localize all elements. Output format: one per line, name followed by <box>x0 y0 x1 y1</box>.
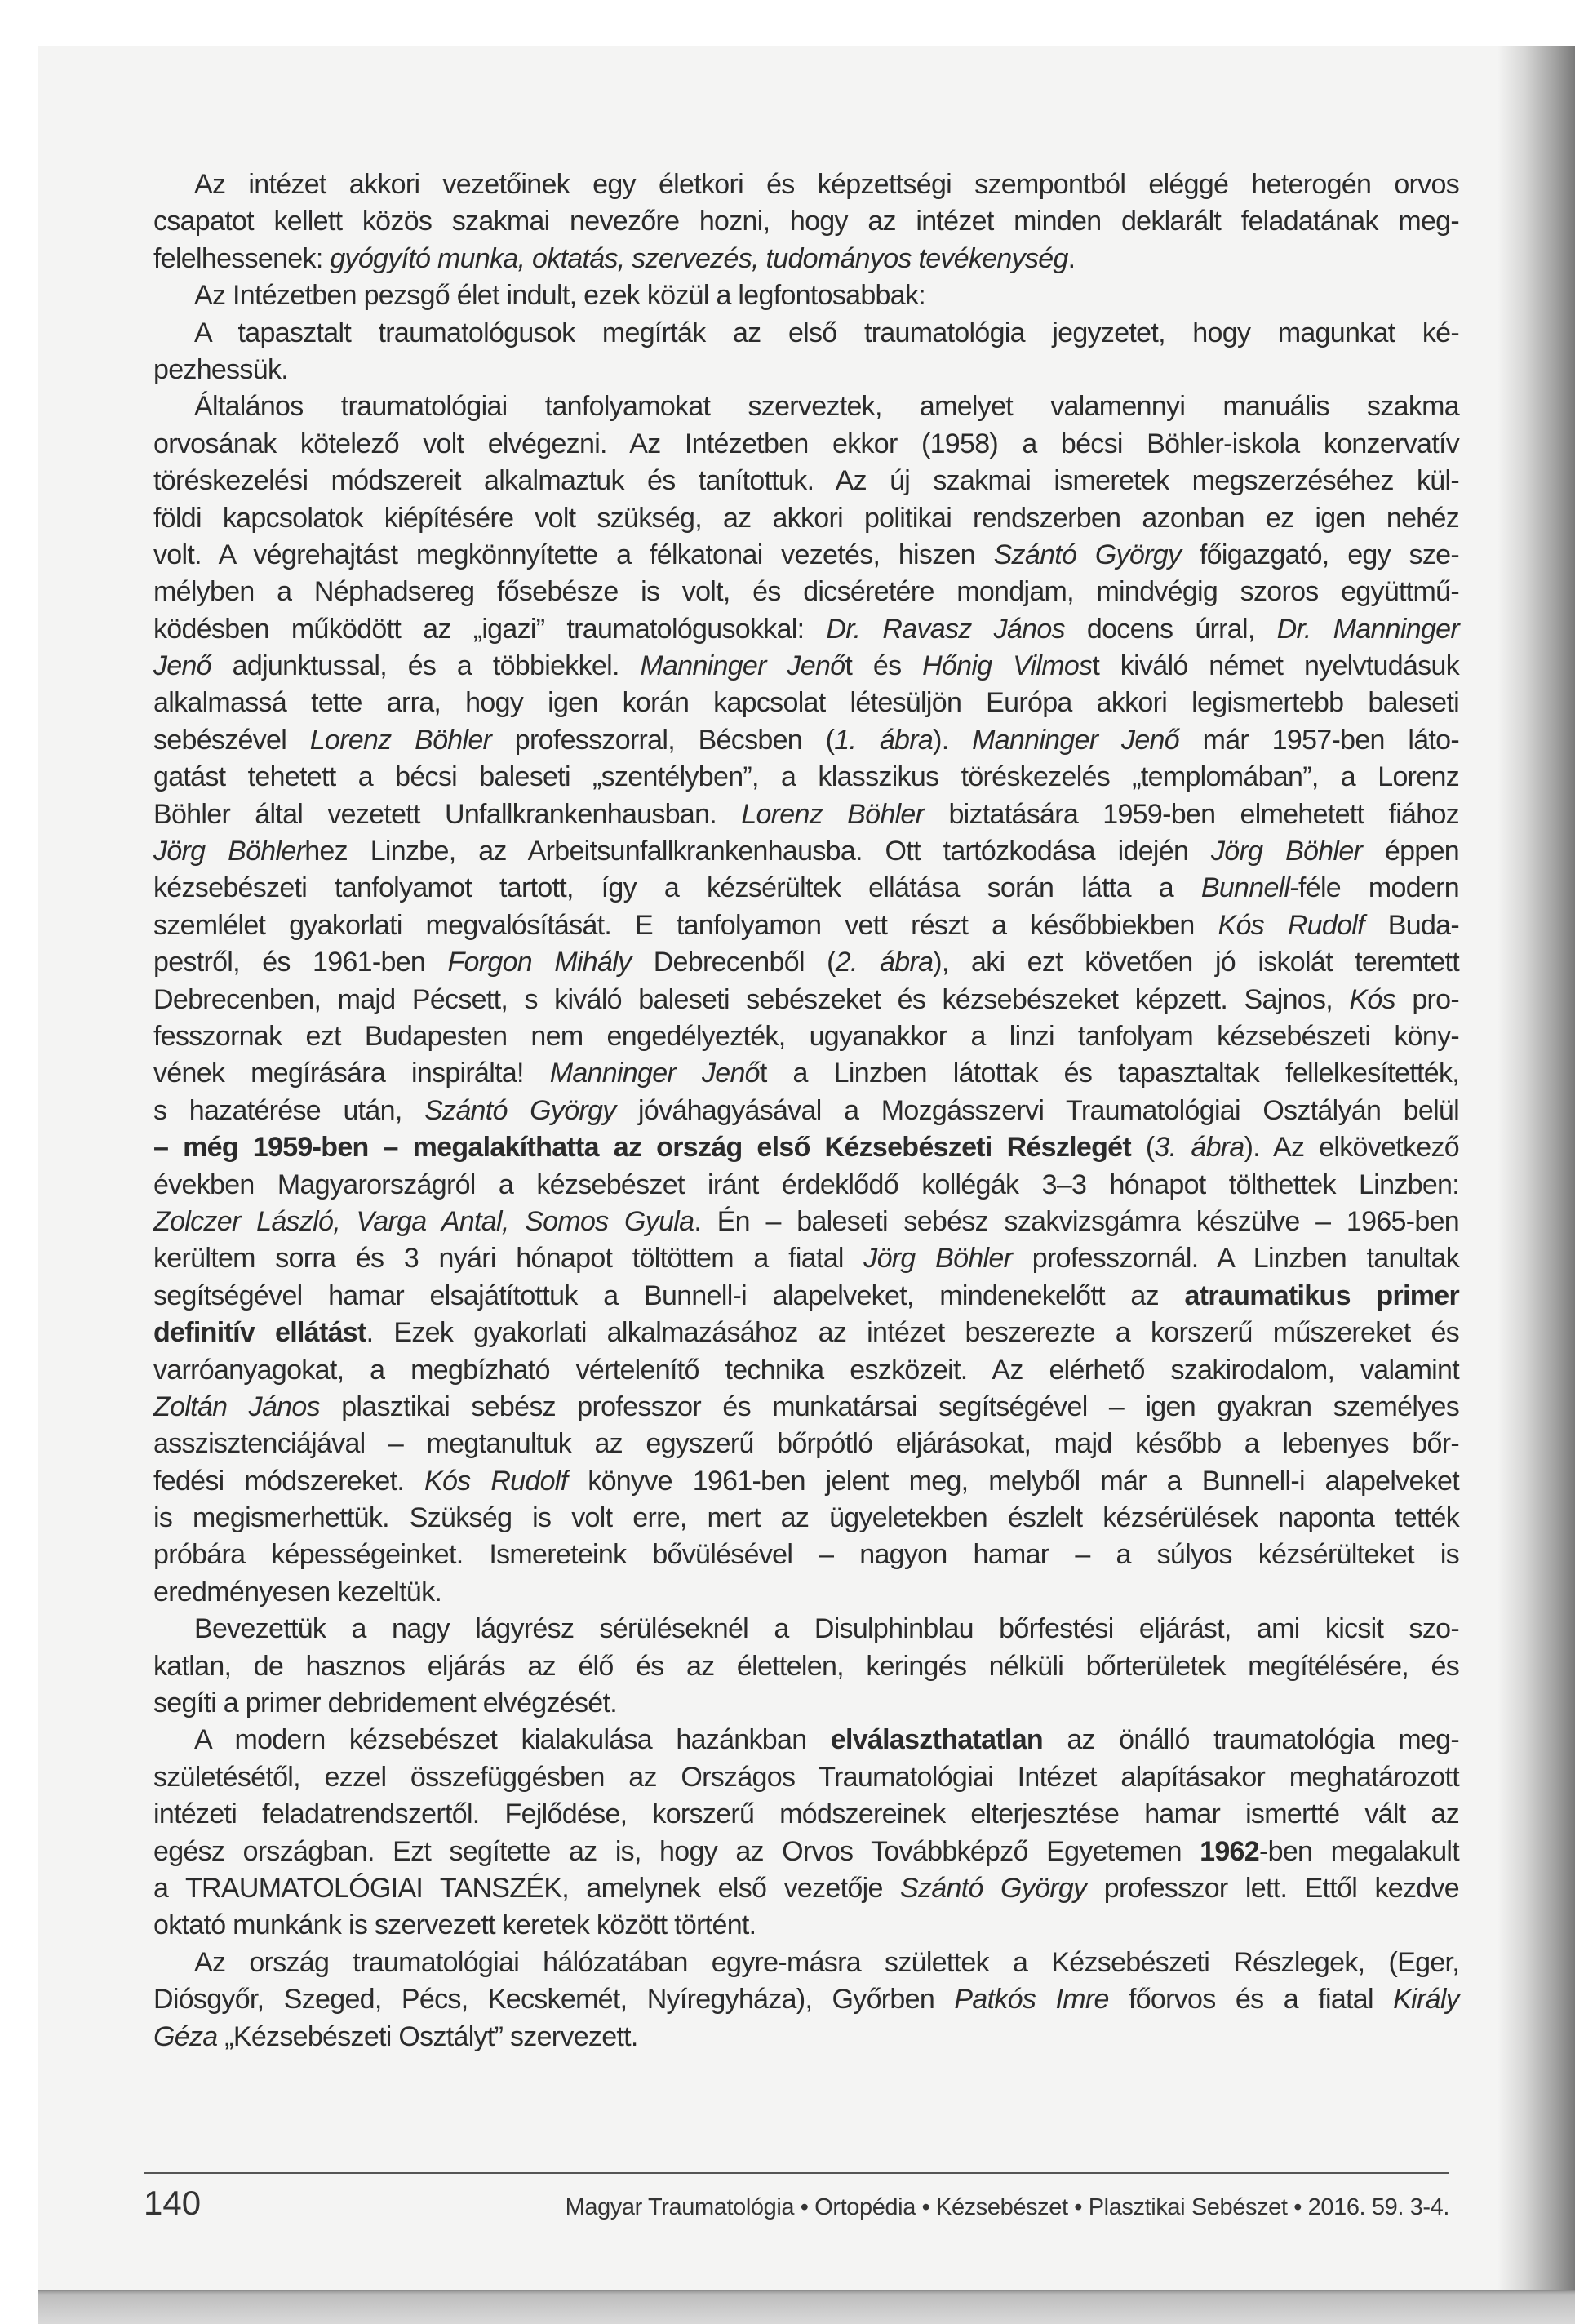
text-line <box>153 537 1459 574</box>
bold-text: atraumatikus primer <box>1184 1280 1459 1311</box>
footer-rule <box>144 2172 1449 2174</box>
text-segment: fedési módszereket. <box>153 1465 424 1497</box>
text-line <box>153 352 1459 388</box>
text-line <box>153 1537 1459 1573</box>
text-segment: Az intézet akkori vezetőinek egy életkori és képzettségi szempontból eléggé heterogén orvos <box>194 169 1459 200</box>
journal-citation: Magyar Traumatológia • Ortopédia • Kézsebészet • Plasztikai Sebészet • 2016. 59. 3-4. <box>565 2194 1449 2220</box>
text-segment: alkalmassá tette arra, hogy igen korán kapcsolat létesüljön Európa akkori legismertebb baleseti <box>153 687 1459 719</box>
text-segment: ). Az elkövetkező <box>1244 1132 1459 1164</box>
text-line <box>153 870 1459 907</box>
binding-shadow <box>1497 46 1575 2324</box>
text-segment: mélyben a Néphadsereg fősebésze is volt, és dicséretére mondjam, mindvégig szoros együttmű- <box>153 576 1459 608</box>
text-segment: sebészével <box>153 724 310 756</box>
bold-text: definitív ellátást <box>153 1317 366 1349</box>
text-segment: varróanyagokat, a megbízható vértelenítő technika eszközeit. Az elérhető szakirodalom, valamint <box>153 1354 1459 1386</box>
italic-text: Géza <box>153 2020 218 2052</box>
text-segment: ). <box>933 724 973 756</box>
italic-text: Lorenz Böhler <box>741 798 925 830</box>
text-segment: asszisztenciájával – megtanultuk az egyszerű bőrpótló eljárásokat, majd később a lebenyes bőr- <box>153 1428 1459 1460</box>
italic-text: Bunnell <box>1200 872 1290 904</box>
italic-text: Patkós Imre <box>954 1984 1109 2016</box>
text-segment: az önálló traumatológia meg- <box>1042 1724 1459 1756</box>
text-segment: kézsebészeti tanfolyamot tartott, így a kézsérültek ellátása során látta a <box>153 872 1201 904</box>
text-line <box>153 1834 1459 1870</box>
page-number: 140 <box>144 2184 202 2222</box>
text-segment: pro- <box>1395 983 1459 1015</box>
italic-text: Jörg Böhler <box>863 1243 1013 1275</box>
text-line <box>153 722 1459 759</box>
text-segment: Böhler által vezetett Unfallkrankenhausban. <box>153 798 742 830</box>
text-segment: könyve 1961-ben jelent meg, melyből már a Bunnell-i alapelveket <box>567 1465 1459 1497</box>
text-line <box>153 1945 1459 1981</box>
text-segment: Az ország traumatológiai hálózatában egyre-másra születtek a Kézsebészeti Részlegek, (Eger, <box>194 1946 1459 1978</box>
text-segment: években Magyarországról a kézsebészet iránt érdeklődő kollégák 3–3 hónapot tölthettek Linzben: <box>153 1169 1459 1200</box>
text-segment: t kiváló német nyelvtudásuk <box>1092 650 1459 682</box>
italic-text: Jenő <box>153 650 211 682</box>
bold-text: 1962 <box>1200 1835 1259 1867</box>
text-segment: főorvos és a fiatal <box>1108 1984 1394 2016</box>
bold-text: – még 1959-ben – megalakíthatta az ország első Kézsebészeti Részlegét <box>153 1132 1131 1164</box>
text-line <box>153 1129 1459 1166</box>
paragraph <box>153 315 1459 389</box>
text-segment: születésétől, ezzel összefüggésben az Országos Traumatológiai Intézet alapításakor meghatározott <box>153 1761 1459 1793</box>
text-line <box>153 1315 1459 1351</box>
italic-text: 1. ábra <box>834 724 934 756</box>
text-segment: jóváhagyásával a Mozgásszervi Traumatológiai Osztályán belül <box>615 1094 1459 1126</box>
text-segment: plasztikai sebész professzor és munkatársai segítségével – igen gyakran személyes <box>319 1390 1459 1422</box>
text-segment: A tapasztalt traumatológusok megírták az első traumatológia jegyzetet, hogy magunkat ké- <box>194 317 1459 348</box>
text-segment: . <box>1067 242 1076 274</box>
text-segment: adjunktussal, és a többiekkel. <box>211 650 641 682</box>
text-segment: professzornál. A Linzben tanultak <box>1012 1243 1459 1275</box>
paragraph <box>153 277 1459 314</box>
text-line <box>153 944 1459 981</box>
text-line <box>153 685 1459 721</box>
text-segment: -ben megalakult <box>1258 1835 1459 1867</box>
text-segment: hez Linzbe, az Arbeitsunfallkrankenhausba. Ott tartózkodása idején <box>304 836 1211 867</box>
italic-text: Hőnig Vilmos <box>922 650 1093 682</box>
paragraph <box>153 1611 1459 1722</box>
text-line <box>153 1389 1459 1426</box>
article-body <box>153 166 1459 2056</box>
italic-text: Kós Rudolf <box>1218 909 1364 941</box>
text-segment: földi kapcsolatok kiépítésére volt szükség, az akkori politikai rendszerben azonban ez igen nehéz <box>153 502 1459 534</box>
text-line <box>153 1685 1459 1722</box>
italic-text: Dr. Ravasz János <box>826 613 1065 645</box>
text-segment: oktató munkánk is szervezett keretek között történt. <box>153 1909 756 1941</box>
text-segment: orvosának kötelező volt elvégezni. Az Intézetben ekkor (1958) a bécsi Böhler-iskola konzervatív <box>153 428 1459 459</box>
text-line <box>153 1240 1459 1277</box>
text-line <box>153 759 1459 796</box>
text-line <box>153 1352 1459 1389</box>
bold-text: elválaszthatatlan <box>830 1724 1043 1756</box>
text-line <box>153 574 1459 610</box>
text-segment: biztatására 1959-ben elmehetett fiához <box>924 798 1459 830</box>
text-segment: t a Linzben látottak és tapasztaltak fellelkesítették, <box>759 1058 1459 1089</box>
paragraph <box>153 388 1459 1611</box>
text-line <box>153 388 1459 425</box>
text-segment: fesszornak ezt Budapesten nem engedélyezték, ugyanakkor a linzi tanfolyam kézsebészeti köny- <box>153 1020 1459 1052</box>
text-segment: s hazatérése után, <box>153 1094 425 1126</box>
text-line <box>153 1648 1459 1685</box>
text-segment: professzorral, Bécsben ( <box>491 724 835 756</box>
text-line <box>153 463 1459 499</box>
text-segment: pestről, és 1961-ben <box>153 947 448 978</box>
text-line <box>153 1796 1459 1833</box>
text-segment: Diósgyőr, Szeged, Pécs, Kecskemét, Nyíregyháza), Győrben <box>153 1984 955 2016</box>
text-segment: eredményesen kezeltük. <box>153 1576 442 1608</box>
paragraph <box>153 1945 1459 2056</box>
text-segment: intézeti feladatrendszertől. Fejlődése, korszerű módszereinek elterjesztése hamar ismertté vált az <box>153 1798 1459 1830</box>
italic-text: Lorenz Böhler <box>309 724 492 756</box>
text-segment: Bevezettük a nagy lágyrész sérüléseknél a Disulphinblau bőrfestési eljárást, ami kicsit szo- <box>194 1613 1459 1645</box>
text-segment: professzor lett. Ettől kezdve <box>1086 1872 1459 1904</box>
italic-text: Manninger Jenő <box>972 724 1179 756</box>
text-segment: A modern kézsebészet kialakulása hazánkban <box>194 1724 831 1756</box>
text-segment: Buda- <box>1364 909 1459 941</box>
italic-text: Forgon Mihály <box>447 947 632 978</box>
text-segment: kerültem sorra és 3 nyári hónapot töltöttem a fiatal <box>153 1243 864 1275</box>
text-segment: pezhessük. <box>153 353 288 385</box>
text-line <box>153 166 1459 203</box>
text-line <box>153 1278 1459 1315</box>
italic-text: Jörg Böhler <box>153 836 305 867</box>
italic-text: Manninger Jenő <box>549 1058 760 1089</box>
text-line <box>153 1463 1459 1500</box>
text-segment: t és <box>845 650 923 682</box>
text-line <box>153 648 1459 685</box>
italic-text: Manninger Jenő <box>640 650 845 682</box>
text-line <box>153 1981 1459 2018</box>
text-line <box>153 611 1459 648</box>
text-line <box>153 1055 1459 1092</box>
text-segment: vének megírására inspirálta! <box>153 1058 550 1089</box>
text-line <box>153 241 1459 277</box>
text-segment: töréskezelési módszereit alkalmaztuk és tanítottuk. Az új szakmai ismeretek megszerzéséhez kül- <box>153 465 1459 497</box>
text-segment: -féle modern <box>1289 872 1459 904</box>
text-segment: segíti a primer debridement elvégzését. <box>153 1688 617 1719</box>
text-line <box>153 982 1459 1018</box>
text-segment: volt. A végrehajtást megkönnyítette a félkatonai vezetés, hiszen <box>153 539 994 570</box>
scan-edge <box>38 2290 1575 2324</box>
text-segment: a TRAUMATOLÓGIAI TANSZÉK, amelynek első vezetője <box>153 1872 901 1904</box>
text-line <box>153 203 1459 240</box>
text-line <box>153 1722 1459 1759</box>
text-segment: gatást tehetett a bécsi baleseti „szentélyben”, a klasszikus töréskezelés „templomában”, a Lorenz <box>153 761 1459 793</box>
italic-text: Kós Rudolf <box>424 1465 568 1497</box>
text-segment: „Kézsebészeti Osztályt” szervezett. <box>217 2020 638 2052</box>
text-line <box>153 796 1459 833</box>
text-line <box>153 1759 1459 1796</box>
text-segment: főigazgató, egy sze- <box>1181 539 1459 570</box>
italic-text: 2. ábra <box>835 947 934 978</box>
text-line <box>153 1907 1459 1944</box>
italic-text: 3. ábra <box>1154 1132 1244 1164</box>
text-line <box>153 315 1459 352</box>
text-segment: katlan, de hasznos eljárás az élő és az élettelen, keringés nélküli bőrterületek megítélésére, és <box>153 1650 1459 1682</box>
text-line <box>153 1426 1459 1462</box>
text-line <box>153 1093 1459 1129</box>
text-segment: éppen <box>1362 836 1459 867</box>
text-segment: Debrecenből ( <box>631 947 836 978</box>
italic-text: Jörg Böhler <box>1210 836 1363 867</box>
text-line <box>153 833 1459 870</box>
italic-text: Király <box>1393 1984 1459 2016</box>
italic-text: Kós <box>1349 983 1395 1015</box>
paragraph <box>153 166 1459 277</box>
italic-text: Zoltán János <box>153 1390 320 1422</box>
text-segment: Debrecenben, majd Pécsett, s kiváló baleseti sebészeket és kézsebészeket képzett. Sajnos, <box>153 983 1350 1015</box>
text-segment: szemlélet gyakorlati megvalósítását. E tanfolyamon vett részt a későbbiekben <box>153 909 1218 941</box>
italic-text: Szántó György <box>900 1872 1087 1904</box>
italic-text: Szántó György <box>424 1094 616 1126</box>
text-segment: is megismerhettük. Szükség is volt erre, mert az ügyeletekben észlelt kézsérülések naponta tették <box>153 1502 1459 1534</box>
text-segment: ), aki ezt követően jó iskolát teremtett <box>933 947 1459 978</box>
paragraph <box>153 1722 1459 1944</box>
text-segment: próbára képességeinket. Ismereteink bővülésével – nagyon hamar – a súlyos kézsérülteket is <box>153 1539 1459 1571</box>
text-segment: segítségével hamar elsajátítottuk a Bunnell-i alapelveket, mindenekelőtt az <box>153 1280 1185 1311</box>
text-segment: ( <box>1131 1132 1155 1164</box>
text-line <box>153 1167 1459 1204</box>
text-line <box>153 277 1459 314</box>
text-line <box>153 907 1459 944</box>
text-segment: ködésben működött az „igazi” traumatológusokkal: <box>153 613 827 645</box>
text-line <box>153 2019 1459 2056</box>
text-segment: docens úrral, <box>1064 613 1277 645</box>
text-segment: egész országban. Ezt segítette az is, hogy az Orvos Továbbképző Egyetemen <box>153 1835 1200 1867</box>
text-segment: . Ezek gyakorlati alkalmazásához az intézet beszerezte a korszerű műszereket és <box>366 1317 1460 1349</box>
text-segment: Az Intézetben pezsgő élet indult, ezek közül a legfontosabbak: <box>194 280 925 312</box>
text-line <box>153 1870 1459 1907</box>
text-line <box>153 1204 1459 1240</box>
text-segment: felelhessenek: <box>153 242 331 274</box>
text-line <box>153 1018 1459 1055</box>
text-segment: már 1957-ben láto- <box>1178 724 1460 756</box>
text-segment: csapatot kellett közös szakmai nevezőre hozni, hogy az intézet minden deklarált feladatának meg- <box>153 206 1459 237</box>
text-line <box>153 500 1459 537</box>
italic-text: gyógyító munka, oktatás, szervezés, tudományos tevékenység <box>330 242 1068 274</box>
text-line <box>153 1500 1459 1537</box>
italic-text: Zolczer László, Varga Antal, Somos Gyula <box>153 1205 694 1237</box>
italic-text: Dr. Manninger <box>1276 613 1459 645</box>
text-line <box>153 426 1459 463</box>
text-segment: . Én – baleseti sebész szakvizsgámra készülve – 1965-ben <box>694 1205 1459 1237</box>
text-line <box>153 1611 1459 1648</box>
text-line <box>153 1574 1459 1611</box>
italic-text: Szántó György <box>993 539 1182 570</box>
text-segment: Általános traumatológiai tanfolyamokat szerveztek, amelyet valamennyi manuális szakma <box>194 391 1459 423</box>
